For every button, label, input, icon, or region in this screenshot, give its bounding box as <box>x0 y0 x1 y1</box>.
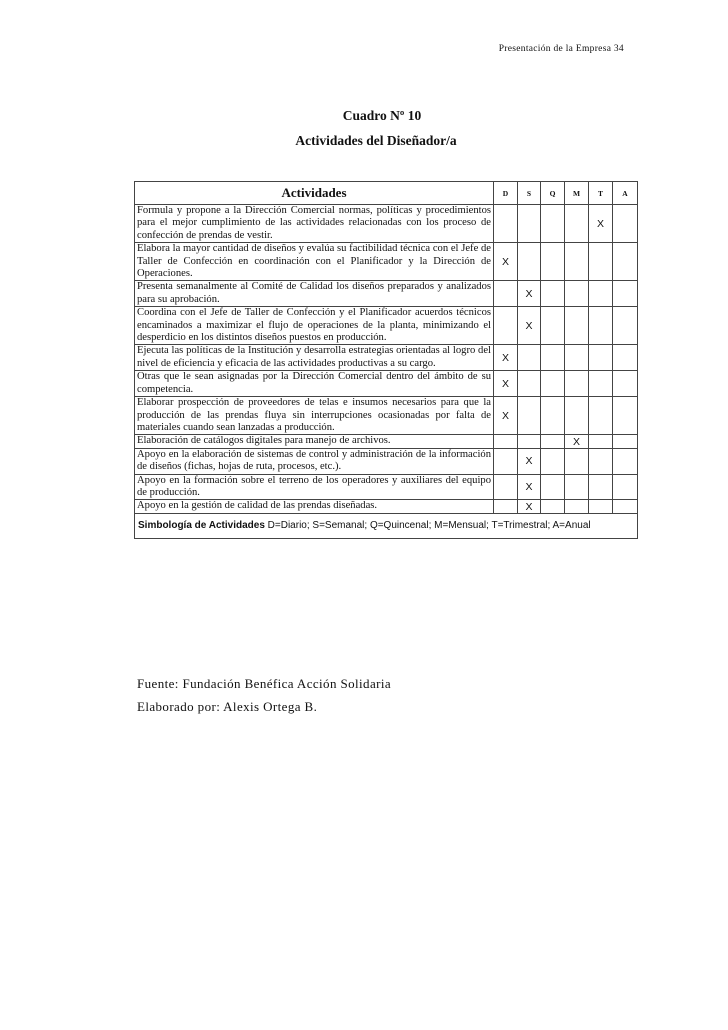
table-subtitle: Actividades del Diseñador/a <box>295 133 457 148</box>
frequency-mark-q <box>541 448 565 474</box>
table-row <box>135 205 638 243</box>
activity-cell: Otras que le sean asignadas por la Dirección Comercial dentro del ámbito de su competencia. <box>135 371 494 397</box>
frequency-mark-d <box>494 435 518 448</box>
frequency-mark-m <box>565 205 589 243</box>
frequency-mark-a <box>613 345 638 371</box>
frequency-mark-s: X <box>518 500 541 513</box>
frequency-mark-m <box>565 397 589 435</box>
table-row <box>135 345 638 371</box>
frequency-mark-q <box>541 345 565 371</box>
page-header: Presentación de la Empresa 34 <box>498 44 624 54</box>
frequency-mark-m <box>565 281 589 307</box>
author-note: Elaborado por: Alexis Ortega B. <box>137 699 318 714</box>
activity-cell: Presenta semanalmente al Comité de Calidad los diseños preparados y analizados para su aprobación. <box>135 281 494 307</box>
frequency-mark-q <box>541 205 565 243</box>
frequency-mark-a <box>613 397 638 435</box>
table-header-row <box>135 182 638 205</box>
table-row <box>135 371 638 397</box>
table-row <box>135 500 638 513</box>
frequency-mark-m: X <box>565 435 589 448</box>
frequency-mark-m <box>565 474 589 500</box>
activity-cell: Elaboración de catálogos digitales para manejo de archivos. <box>135 435 494 448</box>
frequency-mark-t <box>589 435 613 448</box>
frequency-mark-m <box>565 243 589 281</box>
frequency-mark-q <box>541 500 565 513</box>
frequency-mark-t <box>589 345 613 371</box>
table-row <box>135 307 638 345</box>
activities-table <box>134 181 638 539</box>
frequency-mark-m <box>565 307 589 345</box>
frequency-mark-t <box>589 281 613 307</box>
frequency-mark-a <box>613 435 638 448</box>
frequency-mark-q <box>541 435 565 448</box>
frequency-mark-t <box>589 448 613 474</box>
frequency-mark-t <box>589 371 613 397</box>
frequency-mark-d: X <box>494 371 518 397</box>
column-header-t: T <box>589 182 613 205</box>
frequency-mark-d <box>494 281 518 307</box>
frequency-mark-a <box>613 281 638 307</box>
frequency-mark-m <box>565 371 589 397</box>
column-header-d: D <box>494 182 518 205</box>
legend-cell <box>135 513 638 538</box>
frequency-mark-q <box>541 281 565 307</box>
frequency-mark-d <box>494 474 518 500</box>
table-title: Cuadro Nº 10 <box>342 108 422 123</box>
frequency-mark-q <box>541 243 565 281</box>
frequency-mark-s: X <box>518 448 541 474</box>
activity-cell: Apoyo en la elaboración de sistemas de control y administración de la información de diseños (fichas, hojas de ruta, procesos, etc.). <box>135 448 494 474</box>
frequency-mark-d <box>494 307 518 345</box>
frequency-mark-t: X <box>589 205 613 243</box>
frequency-mark-d <box>494 205 518 243</box>
frequency-mark-m <box>565 448 589 474</box>
frequency-mark-m <box>565 345 589 371</box>
table-row <box>135 243 638 281</box>
frequency-mark-a <box>613 371 638 397</box>
legend-text: D=Diario; S=Semanal; Q=Quincenal; M=Mensual; T=Trimestral; A=Anual <box>264 520 591 532</box>
frequency-mark-d <box>494 448 518 474</box>
frequency-mark-s <box>518 345 541 371</box>
frequency-mark-s <box>518 435 541 448</box>
frequency-mark-a <box>613 307 638 345</box>
frequency-mark-d: X <box>494 345 518 371</box>
frequency-mark-m <box>565 500 589 513</box>
table-row <box>135 474 638 500</box>
frequency-mark-a <box>613 243 638 281</box>
table-row <box>135 448 638 474</box>
frequency-mark-a <box>613 448 638 474</box>
frequency-mark-d: X <box>494 397 518 435</box>
activity-cell: Elaborar prospección de proveedores de telas e insumos necesarios para que la producción de las prendas fluya sin interrupciones ocasionadas por falta de materiales cuando sean lanzadas a producción. <box>135 397 494 435</box>
activity-cell: Apoyo en la gestión de calidad de las prendas diseñadas. <box>135 500 494 513</box>
frequency-mark-t <box>589 397 613 435</box>
activity-cell: Elabora la mayor cantidad de diseños y evalúa su factibilidad técnica con el Jefe de Taller de Confección en coordinación con el Planificador y la Dirección de Operaciones. <box>135 243 494 281</box>
frequency-mark-s <box>518 397 541 435</box>
frequency-mark-s <box>518 205 541 243</box>
frequency-mark-q <box>541 397 565 435</box>
frequency-mark-t <box>589 474 613 500</box>
frequency-mark-q <box>541 307 565 345</box>
frequency-mark-s: X <box>518 474 541 500</box>
table-row <box>135 435 638 448</box>
legend-title: Simbología de Actividades <box>138 520 265 532</box>
column-header-s: S <box>518 182 541 205</box>
frequency-mark-t <box>589 243 613 281</box>
table-row <box>135 281 638 307</box>
legend-row <box>135 513 638 538</box>
frequency-mark-d: X <box>494 243 518 281</box>
activity-cell: Apoyo en la formación sobre el terreno de los operadores y auxiliares del equipo de producción. <box>135 474 494 500</box>
frequency-mark-a <box>613 474 638 500</box>
activity-cell: Coordina con el Jefe de Taller de Confección y el Planificador acuerdos técnicos encaminados a maximizar el flujo de operaciones de la planta, minimizando el desperdicio en los distintos diseños puestos en producción. <box>135 307 494 345</box>
frequency-mark-a <box>613 205 638 243</box>
activity-cell: Formula y propone a la Dirección Comercial normas, políticas y procedimientos para el mejor cumplimiento de las actividades relacionadas con los proceso de confección de prendas de vestir. <box>135 205 494 243</box>
frequency-mark-q <box>541 371 565 397</box>
frequency-mark-q <box>541 474 565 500</box>
frequency-mark-a <box>613 500 638 513</box>
frequency-mark-s <box>518 243 541 281</box>
frequency-mark-s <box>518 371 541 397</box>
column-header-m: M <box>565 182 589 205</box>
frequency-mark-d <box>494 500 518 513</box>
column-header-q: Q <box>541 182 565 205</box>
source-note: Fuente: Fundación Benéfica Acción Solidaria <box>137 676 392 691</box>
table-row <box>135 397 638 435</box>
frequency-mark-t <box>589 307 613 345</box>
column-header-a: A <box>613 182 638 205</box>
frequency-mark-s: X <box>518 307 541 345</box>
frequency-mark-s: X <box>518 281 541 307</box>
column-header-activities: Actividades <box>135 182 494 205</box>
activity-cell: Ejecuta las políticas de la Institución y desarrolla estrategias orientadas al logro del nivel de eficiencia y eficacia de las actividades productivas a su cargo. <box>135 345 494 371</box>
frequency-mark-t <box>589 500 613 513</box>
